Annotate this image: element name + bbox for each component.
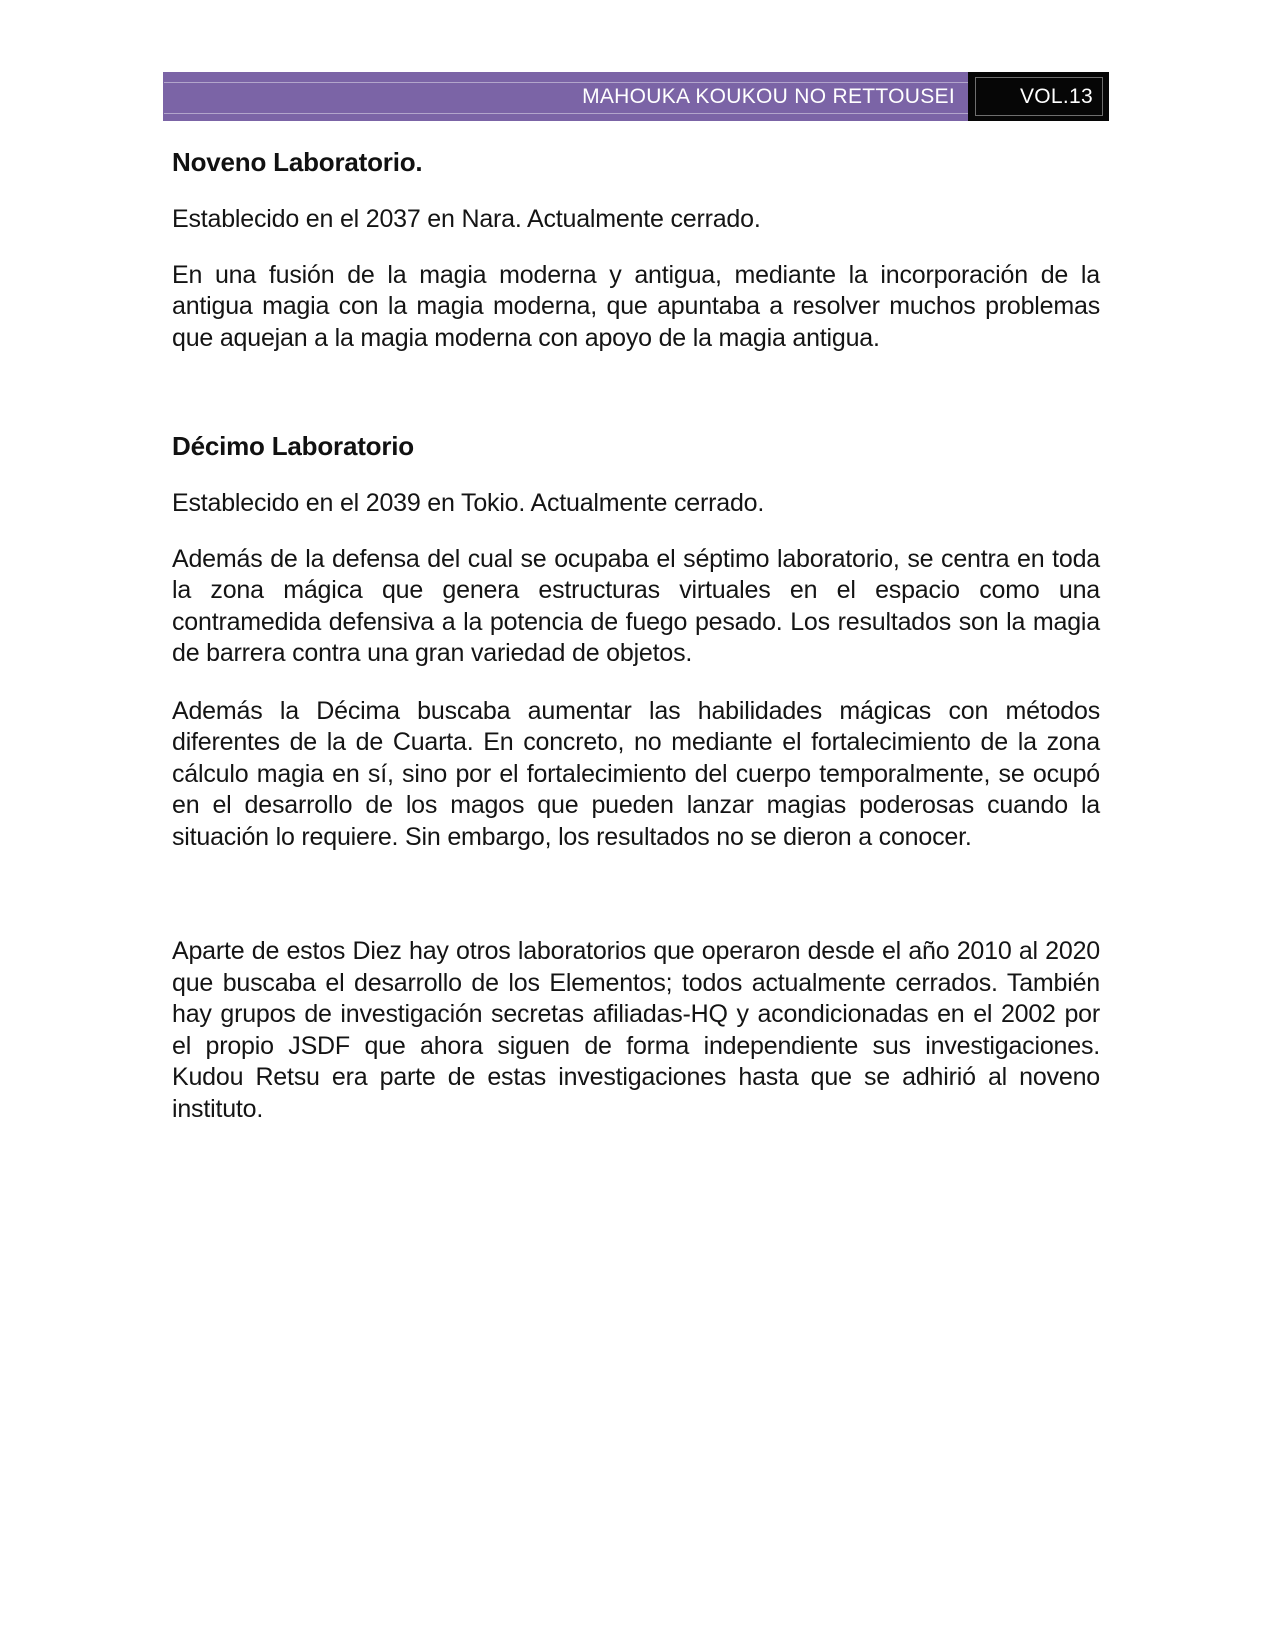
paragraph-noveno-establecido: Establecido en el 2037 en Nara. Actualmente cerrado. [172,205,761,233]
paragraph-decimo-defensa: Además de la defensa del cual se ocupaba el séptimo laboratorio, se centra en toda la zona mágica que genera estructuras virtuales en el espacio como una contramedida defensiva a la potencia de fuego pesado. Los resultados son la magia de barrera contra una gran variedad de objetos. [172,544,1100,667]
paragraph-noveno-descripcion: En una fusión de la magia moderna y antigua, mediante la incorporación de la antigua magia con la magia moderna, que apuntaba a resolver muchos problemas que aquejan a la magia moderna con apoyo de la magia antigua. [172,260,1100,352]
header-band-top-line [164,82,968,83]
header-band [163,72,1109,121]
section-heading-noveno: Noveno Laboratorio. [172,147,423,177]
volume-label: VOL.13 [1019,84,1093,108]
document-body [172,122,1100,1125]
volume-box-inner-border [975,77,1103,116]
header-title: MAHOUKA KOUKOU NO RETTOUSEI [582,84,955,108]
paragraph-otros-laboratorios: Aparte de estos Diez hay otros laboratorios que operaron desde el año 2010 al 2020 que buscaba el desarrollo de los Elementos; todos actualmente cerrados. También hay grupos de investigación secretas afiliadas-HQ y acondicionadas en el 2002 por el propio JSDF que ahora siguen de forma independiente sus investigaciones. Kudou Retsu era parte de estas investigaciones hasta que se adhirió al noveno instituto. [172,937,1100,1123]
header-band-bottom-line [164,113,968,114]
header-title-cell [163,72,968,121]
volume-box [968,72,1109,121]
paragraph-decimo-habilidades: Además la Décima buscaba aumentar las habilidades mágicas con métodos diferentes de la de Cuarta. En concreto, no mediante el fortalecimiento de la zona cálculo magia en sí, sino por el fortalecimiento del cuerpo temporalmente, se ocupó en el desarrollo de los magos que pueden lanzar magias poderosas cuando la situación lo requiere. Sin embargo, los resultados no se dieron a conocer. [172,696,1100,851]
paragraph-decimo-establecido: Establecido en el 2039 en Tokio. Actualmente cerrado. [172,489,765,517]
section-heading-decimo: Décimo Laboratorio [172,431,414,461]
